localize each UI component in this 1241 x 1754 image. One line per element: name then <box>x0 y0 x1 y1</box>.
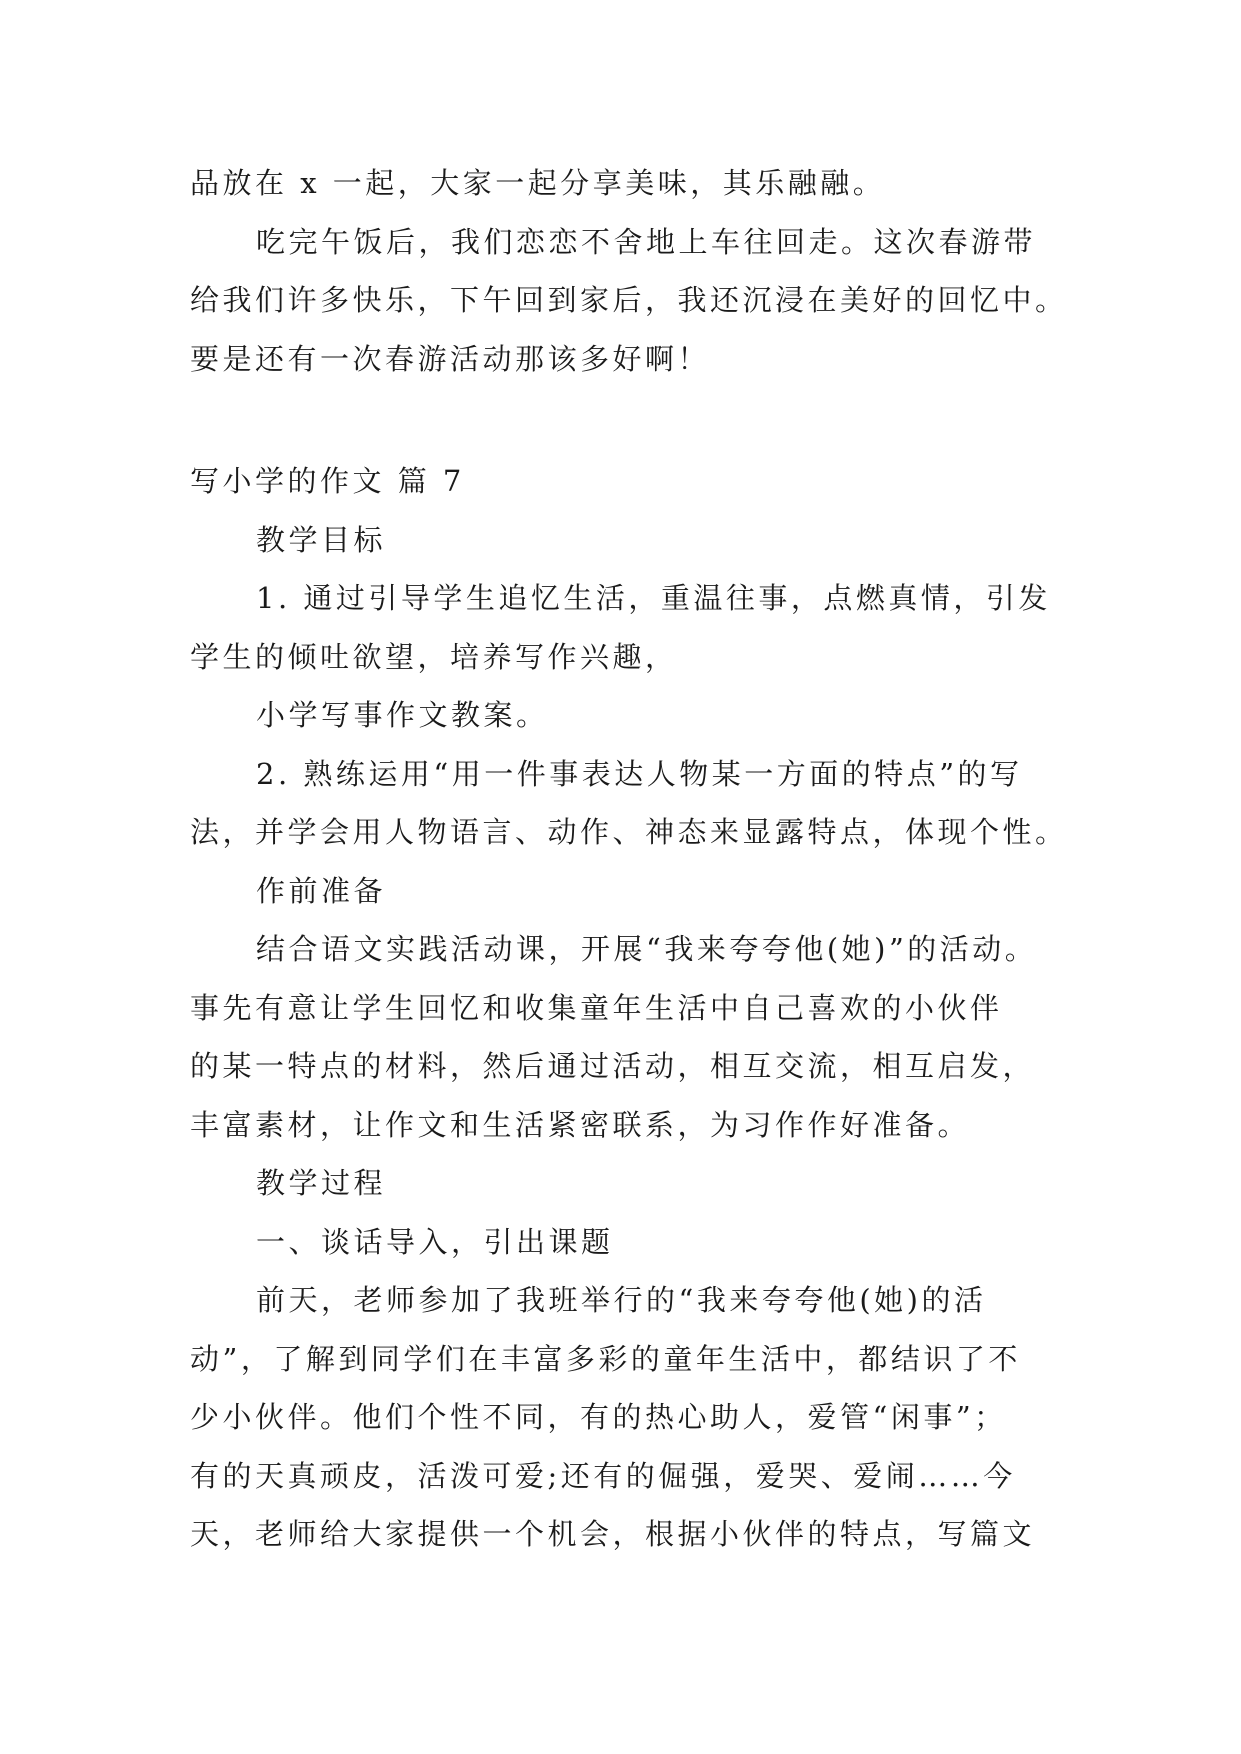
text-line: 丰富素材，让作文和生活紧密联系，为习作作好准备。 <box>190 1107 971 1142</box>
text-line: 前天，老师参加了我班举行的“我来夸夸他(她)的活 <box>256 1283 987 1317</box>
text-line: 教学过程 <box>256 1166 387 1200</box>
text-line: 事先有意让学生回忆和收集童年生活中自己喜欢的小伙伴 <box>190 990 1003 1025</box>
text-line: 教学目标 <box>256 522 387 557</box>
text-line: 2. 熟练运用“用一件事表达人物某一方面的特点”的写 <box>256 756 1023 791</box>
text-line: 1. 通过引导学生追忆生活，重温往事，点燃真情，引发 <box>256 581 1051 615</box>
text-line: 有的天真顽皮，活泼可爱;还有的倔强，爱哭、爱闹……今 <box>190 1458 1016 1493</box>
text-line: 法，并学会用人物语言、动作、神态来显露特点，体现个性。 <box>190 815 1068 849</box>
text-line: 吃完午饭后，我们恋恋不舍地上车往回走。这次春游带 <box>256 224 1037 259</box>
text-line: 小学写事作文教案。 <box>256 698 549 732</box>
text-line: 天，老师给大家提供一个机会，根据小伙伴的特点，写篇文 <box>190 1517 1036 1551</box>
text-line: 少小伙伴。他们个性不同，有的热心助人，爱管“闲事”； <box>190 1400 1007 1434</box>
text-line: 学生的倾吐欲望，培养写作兴趣， <box>190 639 678 674</box>
text-line: 一、谈话导入，引出课题 <box>256 1224 614 1259</box>
text-line: 要是还有一次春游活动那该多好啊！ <box>190 341 711 376</box>
text-line: 结合语文实践活动课，开展“我来夸夸他(她)”的活动。 <box>256 932 1038 966</box>
paragraph-group-after <box>190 511 1068 1564</box>
section-title: 写小学的作文 篇 7 <box>190 464 465 498</box>
document-body <box>190 154 1068 1564</box>
text-line: 的某一特点的材料，然后通过活动，相互交流，相互启发， <box>190 1049 1036 1083</box>
text-line: 品放在 x 一起，大家一起分享美味，其乐融融。 <box>190 166 886 200</box>
paragraph-group-before <box>190 154 1068 388</box>
section-gap <box>190 388 1060 452</box>
text-line: 给我们许多快乐，下午回到家后，我还沉浸在美好的回忆中。 <box>190 283 1068 317</box>
text-line: 动”，了解到同学们在丰富多彩的童年生活中，都结识了不 <box>190 1341 1021 1376</box>
text-line: 作前准备 <box>256 873 387 908</box>
